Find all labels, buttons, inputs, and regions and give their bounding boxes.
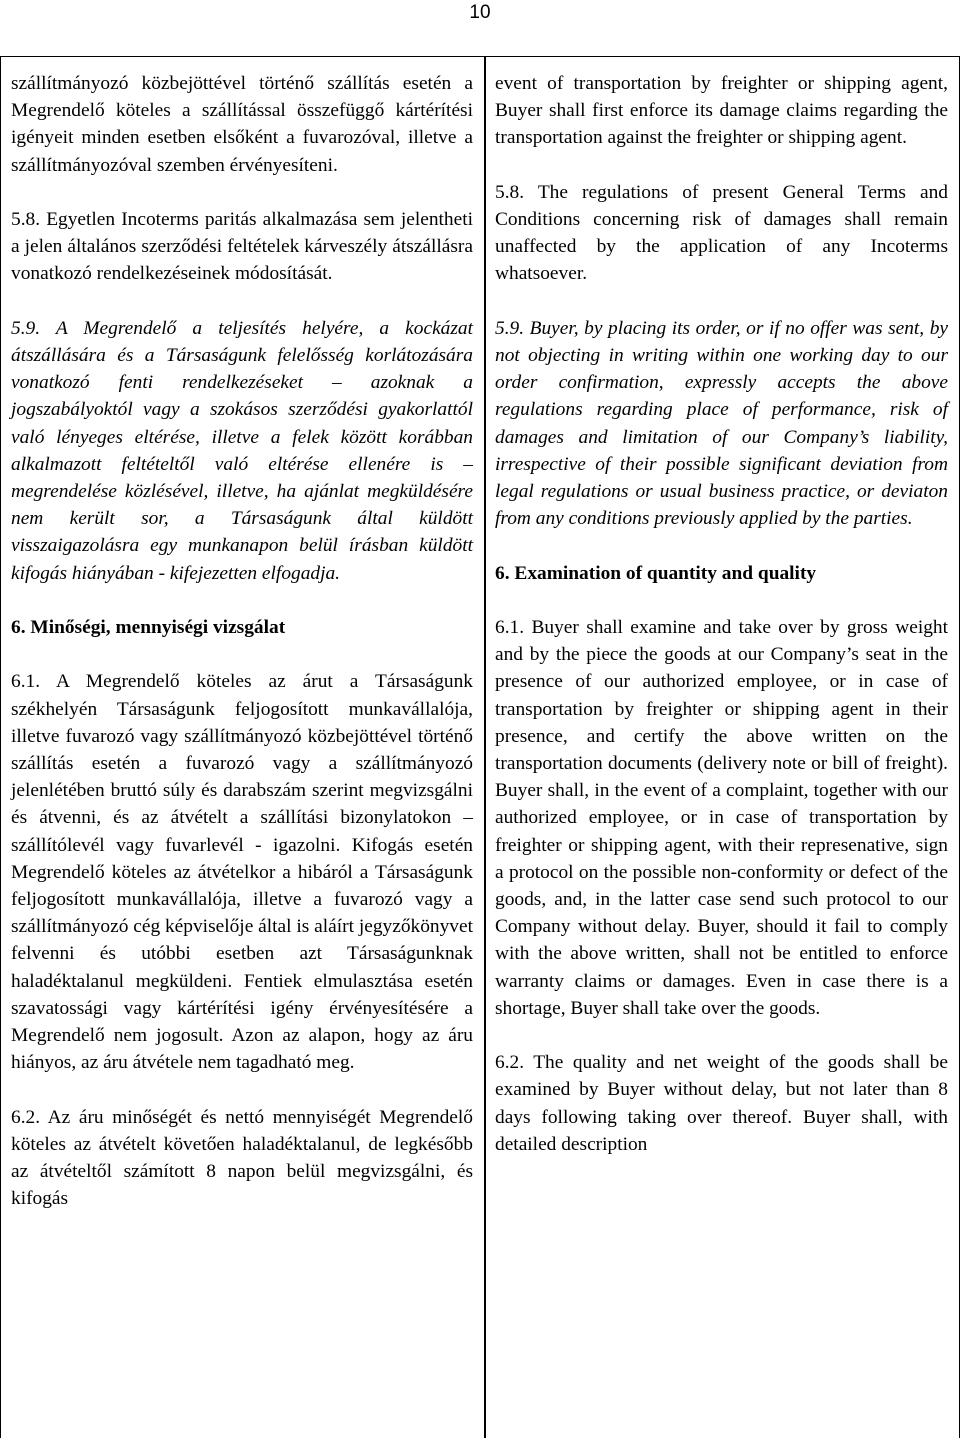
paragraph-5-9-hu: 5.9. A Megrendelő a teljesítés helyére, a kockázat átszállására és a Társaságunk felelősség korlátozására vonatkozó fenti rendelkezéseket – azoknak a jogszabályoktól vagy a szokásos szerződési gyakorlattól való lényeges eltérése, illetve a felek között korábban alkalmazott feltételtől való eltérése ellenére is – megrendelése közlésével, illetve, ha ajánlat megküldésére nem került sor, a Társaságunk által küldött visszaigazolásra egy munkanapon belül írásban küldött kifogás hiányában - kifejezetten elfogadja.: [11, 317, 473, 584]
page-number: 10: [469, 2, 491, 23]
paragraph-6-1-hu: 6.1. A Megrendelő köteles az árut a Társaságunk székhelyén Társaságunk feljogosított munkavállalója, illetve fuvarozó vagy szállítmányozó közbejöttével történő szállítás esetén a fuvarozó vagy a szállítmányozó jelenlétében bruttó súly és darabszám szerint megvizsgálni és átvenni, és az átvételt a szállítási bizonylatokon – szállítólevél vagy fuvarlevél - igazolni. Kifogás esetén Megrendelő köteles az átvételkor a hibáról a Társaságunk feljogosított munkavállalója, illetve a fuvarozó vagy a szállítmányozó cég képviselője által is aláírt jegyzőkönyvet felvenni és utóbbi esetben azt Társaságunknak haladéktalanul megküldeni. Fentiek elmulasztása esetén szavatossági vagy kártérítési igény érvényesítésére a Megrendelő nem jogosult. Azon az alapon, hogy az áru hiányos, az áru átvétele nem tagadható meg.: [11, 671, 473, 1074]
heading-6-hu: 6. Minőségi, mennyiségi vizsgálat: [11, 617, 286, 639]
english-column: [495, 70, 948, 1158]
paragraph-6-2-hu: 6.2. Az áru minőségét és nettó mennyiségét Megrendelő köteles az átvételt követően haladéktalanul, de legkésőbb az átvételtől számított 8 napon belül megvizsgálni, és kifogás: [11, 1106, 473, 1210]
paragraph-5-8-hu: 5.8. Egyetlen Incoterms paritás alkalmazása sem jelentheti a jelen általános szerződési feltételek kárveszély átszállásra vonatkozó rendelkezéseinek módosítását.: [11, 209, 473, 285]
paragraph-continuation-en: event of transportation by freighter or shipping agent, Buyer shall first enforce its damage claims regarding the transportation against the freighter or shipping agent.: [495, 73, 948, 149]
column-divider: [484, 56, 486, 1438]
paragraph-6-2-en: 6.2. The quality and net weight of the goods shall be examined by Buyer without delay, but not later than 8 days following taking over thereof. Buyer shall, with detailed description: [495, 1052, 948, 1155]
hungarian-column: [11, 70, 473, 1212]
paragraph-5-9-en: 5.9. Buyer, by placing its order, or if no offer was sent, by not objecting in writing within one working day to our order confirmation, expressly accepts the above regulations regarding place of performance, risk of damages and limitation of our Company’s liability, irrespective of their possible significant deviation from legal regulations or usual business practice, or deviaton from any conditions previously applied by the parties.: [495, 317, 948, 530]
heading-6-en: 6. Examination of quantity and quality: [495, 562, 817, 584]
paragraph-5-8-en: 5.8. The regulations of present General Terms and Conditions concerning risk of damages shall remain unaffected by the application of any Incoterms whatsoever.: [495, 181, 948, 285]
paragraph-continuation-hu: szállítmányozó közbejöttével történő szállítás esetén a Megrendelő köteles a szállítással összefüggő kártérítési igényeit minden esetben elsőként a fuvarozóval, illetve a szállítmányozóval szemben érvényesíteni.: [11, 73, 473, 176]
paragraph-6-1-en: 6.1. Buyer shall examine and take over by gross weight and by the piece the goods at our Company’s seat in the presence of our authorized employee, or in case of transportation by freighter or shipping agent in their presence, and certify the above written on the transportation documents (delivery note or bill of freight). Buyer shall, in the event of a complaint, together with our authorized employee, or in case of transportation by freighter or shipping agent, with their represenative, sign a protocol on the possible non-conformity or defect of the goods, and, in the latter case send such protocol to our Company without delay. Buyer, should it fail to comply with the above written, shall not be entitled to enforce warranty claims or damages. Even in case there is a shortage, Buyer shall take over the goods.: [495, 617, 948, 1019]
